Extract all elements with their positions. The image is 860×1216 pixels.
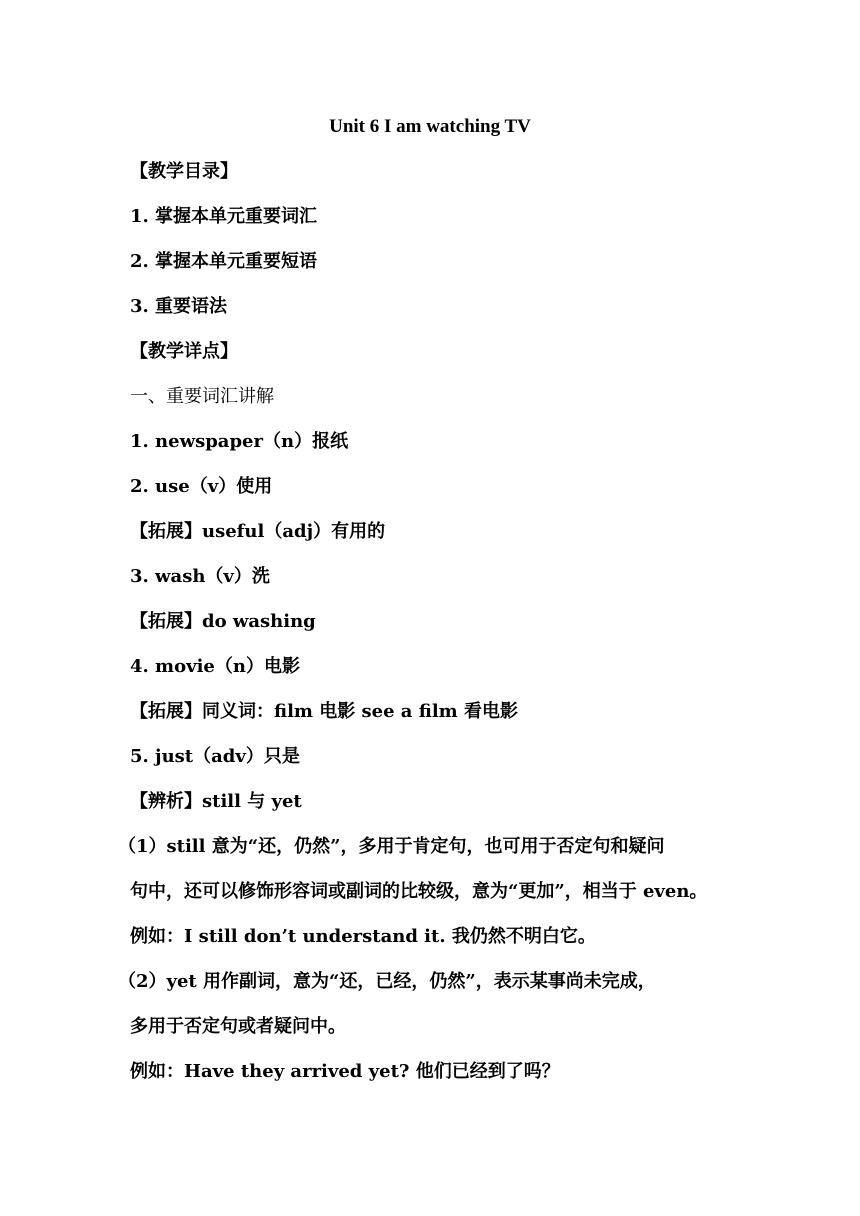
paragraph-still-line-2: 句中，还可以修饰形容词或副词的比较级，意为“更加”，相当于 even。: [130, 881, 708, 902]
section-heading-details: 【教学详点】: [130, 341, 238, 362]
paragraph-yet-line-2: 多用于否定句或者疑问中。: [130, 1016, 346, 1037]
extension-useful: 【拓展】useful（adj）有用的: [130, 521, 386, 542]
subsection-heading-vocabulary: 一、重要词汇讲解: [130, 386, 274, 407]
paragraph-still-line-1: （1）still 意为“还，仍然”，多用于肯定句，也可用于否定句和疑问: [118, 836, 665, 857]
extension-do-washing: 【拓展】do washing: [130, 611, 316, 632]
comparison-still-yet: 【辨析】still 与 yet: [130, 791, 302, 812]
vocab-item-just: 5. just（adv）只是: [130, 746, 300, 767]
paragraph-yet-line-1: （2）yet 用作副词，意为“还，已经，仍然”，表示某事尚未完成，: [118, 971, 656, 992]
contents-item-3: 3. 重要语法: [130, 296, 228, 317]
example-still: 例如：I still don’t understand it. 我仍然不明白它。: [130, 926, 596, 947]
vocab-item-wash: 3. wash（v）洗: [130, 566, 270, 587]
extension-synonym-film: 【拓展】同义词：film 电影 see a film 看电影: [130, 701, 518, 722]
example-yet: 例如：Have they arrived yet? 他们已经到了吗？: [130, 1061, 560, 1082]
vocab-item-newspaper: 1. newspaper（n）报纸: [130, 431, 349, 452]
contents-item-1: 1. 掌握本单元重要词汇: [130, 206, 318, 227]
section-heading-contents: 【教学目录】: [130, 161, 238, 182]
vocab-item-use: 2. use（v）使用: [130, 476, 273, 497]
contents-item-2: 2. 掌握本单元重要短语: [130, 251, 318, 272]
document-title: Unit 6 I am watching TV: [329, 116, 531, 137]
vocab-item-movie: 4. movie（n）电影: [130, 656, 300, 677]
